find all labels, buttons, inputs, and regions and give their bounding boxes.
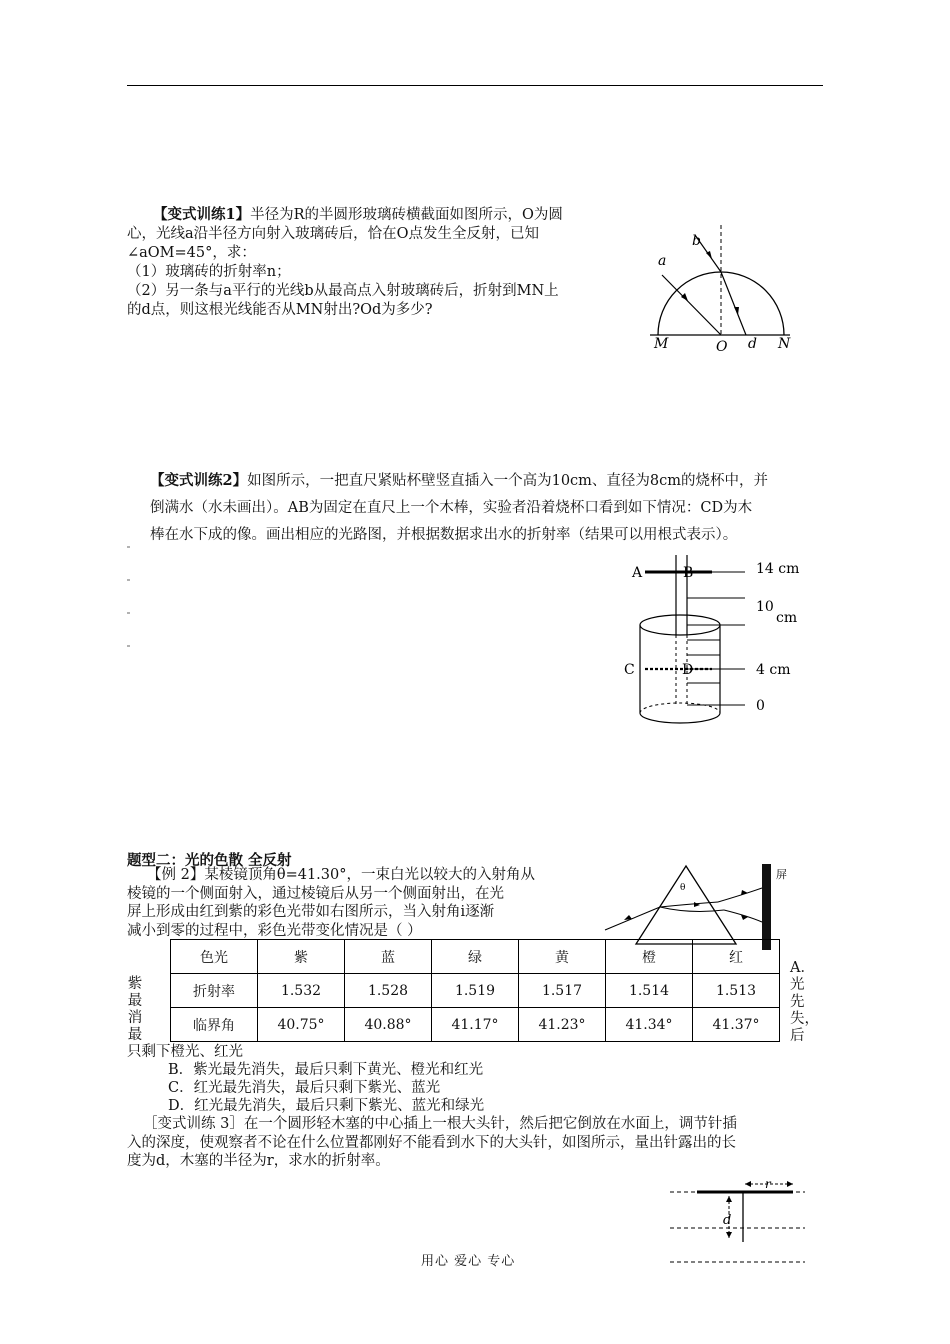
label-C: C bbox=[624, 662, 635, 678]
table-cell: 折射率 bbox=[171, 974, 258, 1008]
label-b: b bbox=[692, 233, 701, 249]
table-header-cell: 红 bbox=[693, 940, 780, 974]
label-M: M bbox=[654, 336, 669, 352]
label-a: a bbox=[658, 253, 667, 269]
exercise-1-line3: ∠aOM=45°，求： bbox=[127, 245, 256, 261]
table-cell: 1.519 bbox=[432, 974, 519, 1008]
table-cell: 1.514 bbox=[606, 974, 693, 1008]
exercise-1-line4: （1）玻璃砖的折射率n； bbox=[127, 264, 291, 280]
label-A: A bbox=[632, 565, 643, 581]
table-header-cell: 蓝 bbox=[345, 940, 432, 974]
option-a-tail: 只剩下橙光、红光 bbox=[127, 1044, 243, 1060]
wrap-char: 紫 bbox=[127, 976, 143, 992]
wrap-char: 失， bbox=[790, 1011, 819, 1027]
table-cell: 41.17° bbox=[432, 1008, 519, 1042]
tick-10-cm: cm bbox=[776, 610, 798, 626]
exercise-2-line1: 如图所示，一把直尺紧贴杯壁竖直插入一个高为10cm、直径为8cm的烧杯中，并 bbox=[247, 473, 769, 489]
label-O: O bbox=[716, 339, 728, 355]
label-d: d bbox=[723, 1213, 732, 1228]
example-2-line3: 屏上形成由红到紫的彩色光带如右图所示，当入射角i逐渐 bbox=[127, 904, 495, 920]
label-r: r bbox=[765, 1177, 771, 1191]
header-rule bbox=[127, 85, 823, 86]
table-header-cell: 绿 bbox=[432, 940, 519, 974]
table-cell: 41.34° bbox=[606, 1008, 693, 1042]
margin-marks bbox=[126, 540, 134, 650]
option-b: B．紫光最先消失，最后只剩下黄光、橙光和红光 bbox=[168, 1062, 484, 1078]
example-2-text bbox=[127, 866, 607, 940]
wrap-char: A． bbox=[790, 960, 815, 976]
table-header-cell: 黄 bbox=[519, 940, 606, 974]
beaker-ruler-figure bbox=[620, 555, 810, 740]
wrap-char: 最 bbox=[127, 993, 143, 1009]
wrap-char: 先 bbox=[790, 994, 805, 1010]
exercise-1-head: 【变式训练1】 bbox=[153, 206, 251, 223]
table-cell: 1.517 bbox=[519, 974, 606, 1008]
footer-text: 用心 爱心 专心 bbox=[421, 1254, 516, 1269]
screen-label: 屏 bbox=[776, 868, 787, 881]
semicircle-glass-figure bbox=[640, 215, 810, 360]
section-title: 题型二：光的色散 全反射 bbox=[127, 852, 292, 869]
option-c: C．红光最先消失，最后只剩下紫光、蓝光 bbox=[168, 1080, 441, 1096]
wrap-char: 最 bbox=[127, 1027, 143, 1043]
table-cell: 41.23° bbox=[519, 1008, 606, 1042]
wrap-char: 后 bbox=[790, 1028, 805, 1044]
label-D: D bbox=[682, 662, 694, 678]
exercise-1-line1: 半径为R的半圆形玻璃砖横截面如图所示，O为圆 bbox=[250, 207, 563, 223]
exercise-2-text bbox=[150, 467, 830, 549]
tick-14cm: 14 cm bbox=[756, 561, 800, 577]
exercise-2-head: 【变式训练2】 bbox=[150, 472, 248, 489]
example-2-line2: 棱镜的一个侧面射入，通过棱镜后从另一个侧面射出，在光 bbox=[127, 885, 504, 902]
wrap-char: 消 bbox=[127, 1010, 143, 1026]
table-row bbox=[171, 1008, 780, 1042]
table-cell: 1.532 bbox=[258, 974, 345, 1008]
option-d: D．红光最先消失，最后只剩下紫光、蓝光和绿光 bbox=[168, 1098, 485, 1114]
exercise-3-line3: 度为d，木塞的半径为r，求水的折射率。 bbox=[127, 1153, 390, 1169]
exercise-1-line5: （2）另一条与a平行的光线b从最高点入射玻璃砖后，折射到MN上 bbox=[127, 283, 559, 299]
table-cell: 临界角 bbox=[171, 1008, 258, 1042]
label-N: N bbox=[778, 336, 791, 352]
dispersion-table bbox=[170, 939, 780, 1042]
example-2-line1: 【例 2】某棱镜顶角θ=41.30°，一束白光以较大的入射角从 bbox=[147, 867, 535, 883]
table-cell: 1.513 bbox=[693, 974, 780, 1008]
exercise-3-line2: 入的深度，使观察者不论在什么位置都刚好不能看到水下的大头针，如图所示，量出针露出的长 bbox=[127, 1134, 736, 1151]
option-a-right-wrap bbox=[790, 960, 820, 1045]
option-a-left-wrap bbox=[127, 976, 143, 1044]
table-header-cell: 色光 bbox=[171, 940, 258, 974]
label-B: B bbox=[683, 565, 694, 581]
tick-4cm: 4 cm bbox=[756, 662, 791, 678]
tick-0: 0 bbox=[756, 698, 765, 714]
exercise-3-text bbox=[127, 1115, 827, 1171]
exercise-2-line3: 棒在水下成的像。画出相应的光路图，并根据数据求出水的折射率（结果可以用根式表示）。 bbox=[150, 527, 738, 543]
tick-10: 10 bbox=[756, 599, 774, 615]
table-cell: 41.37° bbox=[693, 1008, 780, 1042]
theta-label: θ bbox=[680, 883, 686, 893]
exercise-1-line2: 心，光线a沿半径方向射入玻璃砖后，恰在O点发生全反射，已知 bbox=[127, 226, 540, 242]
exercise-3-line1: ［变式训练 3］在一个圆形轻木塞的中心插上一根大头针，然后把它倒放在水面上，调节针插 bbox=[143, 1116, 737, 1132]
table-cell: 1.528 bbox=[345, 974, 432, 1008]
table-cell: 40.88° bbox=[345, 1008, 432, 1042]
example-2-line4: 减小到零的过程中，彩色光带变化情况是（ ） bbox=[127, 922, 422, 939]
label-d: d bbox=[748, 336, 757, 352]
exercise-1-text bbox=[127, 205, 637, 320]
cork-pin-figure bbox=[665, 1170, 815, 1270]
table-header-cell: 橙 bbox=[606, 940, 693, 974]
table-row bbox=[171, 974, 780, 1008]
wrap-char: 光 bbox=[790, 977, 805, 993]
exercise-2-line2: 倒满水（水未画出）。AB为固定在直尺上一个木棒，实验者沿着烧杯口看到如下情况：CD为木 bbox=[150, 500, 753, 516]
table-header-cell: 紫 bbox=[258, 940, 345, 974]
table-cell: 40.75° bbox=[258, 1008, 345, 1042]
table-header-row bbox=[171, 940, 780, 974]
exercise-1-line6: 的d点，则这根光线能否从MN射出?Od为多少? bbox=[127, 302, 433, 318]
